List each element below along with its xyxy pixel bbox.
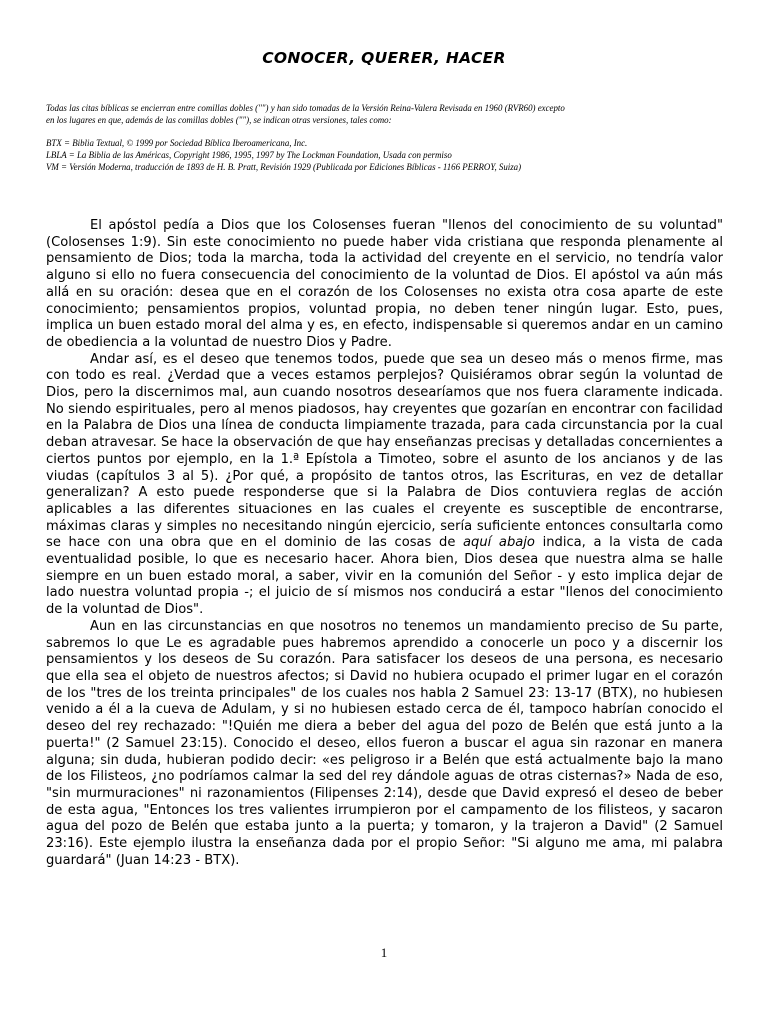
document-title: CONOCER, QUERER, HACER xyxy=(262,49,506,67)
page-number: 1 xyxy=(380,945,388,960)
paragraph-text: indica, a la vista de cada eventualidad posible, lo que es necesario hacer. Ahora bien, Dios desea que nuestra alma se halle siempre en un buen estado moral, a saber, vivir en la comunión del Señor - y esto implica dejar de lado nuestra voluntad propia -; el juicio de sí mismos nos conducirá a estar "llenos del conocimiento de la voluntad de Dios". xyxy=(46,535,723,618)
note-line: Todas las citas bíblicas se encierran entre comillas dobles ("") y han sido tomadas de la Versión Reina-Valera Revisada en 1960 (RVR60) excepto xyxy=(46,103,565,113)
note-spacer xyxy=(46,126,736,138)
body-paragraph: El apóstol pedía a Dios que los Colosenses fueran "llenos del conocimiento de su voluntad" (Colosenses 1:9). Sin este conocimiento no puede haber vida cristiana que responda plenamente al pensamiento de Dios; toda la marcha, toda la actividad del creyente en el servicio, no tendría valor alguno si ello no fuera consecuencia del conocimiento de la voluntad de Dios. El apóstol va aún más allá en su oración: desea que en el corazón de los Colosenses no exista otra cosa aparte de este conocimiento; pensamientos propios, voluntad propia, no deben tener ningún lugar. Esto, pues, implica un buen estado moral del alma y es, en efecto, indispensable si queremos andar en un camino de obediencia a la voluntad de nuestro Dios y Padre. xyxy=(46,218,723,350)
note-line: en los lugares en que, además de las comillas dobles (""), se indican otras versiones, tales como: xyxy=(46,114,392,125)
note-line: LBLA = La Biblia de las Américas, Copyright 1986, 1995, 1997 by The Lockman Foundation, Usada con permiso xyxy=(46,150,452,161)
body-paragraph xyxy=(46,352,723,619)
bible-versions-note xyxy=(46,103,736,174)
document-body xyxy=(46,218,723,869)
body-paragraph: Aun en las circunstancias en que nosotros no tenemos un mandamiento preciso de Su parte, sabremos lo que Le es agradable pues habremos aprendido a conocerle un poco y a discernir los pensamientos y los deseos de Su corazón. Para satisfacer los deseos de una persona, es necesario que ella sea el objeto de nuestros afectos; si David no hubiera ocupado el primer lugar en el corazón de los "tres de los treinta principales" de los cuales nos habla 2 Samuel 23: 13-17 (BTX), no hubiesen venido a él a la cueva de Adulam, y si no hubiesen estado cerca de él, tampoco habrían conocido el deseo del rey rechazado: "!Quién me diera a beber del agua del pozo de Belén que está junto a la puerta!" (2 Samuel 23:15). Conocido el deseo, ellos fueron a buscar el agua sin razonar en manera alguna; sin duda, hubieran podido decir: «es peligroso ir a Belén que está actualmente bajo la mano de los Filisteos, ¿no podríamos calmar la sed del rey dándole aguas de otras cisternas?» Nada de eso, "sin murmuraciones" ni razonamientos (Filipenses 2:14), desde que David expresó el deseo de beber de esta agua, "Entonces los tres valientes irrumpieron por el campamento de los filisteos, y sacaron agua del pozo de Belén que estaba junto a la puerta; y tomaron, y la trajeron a David" (2 Samuel 23:16). Este ejemplo ilustra la enseñanza dada por el propio Señor: "Si alguno me ama, mi palabra guardará" (Juan 14:23 - BTX). xyxy=(46,618,723,868)
note-line: VM = Versión Moderna, traducción de 1893 de H. B. Pratt, Revisión 1929 (Publicada por Ediciones Bíblicas - 1166 PERROY, Suiza) xyxy=(46,161,522,172)
paragraph-text: Andar así, es el deseo que tenemos todos, puede que sea un deseo más o menos firme, mas con todo es real. ¿Verdad que a veces estamos perplejos? Quisiéramos obrar según la voluntad de Dios, pero la discernimos mal, aun cuando nosotros desearíamos que nos fuera claramente indicada. No siendo espirituales, pero al menos piadosos, hay creyentes que gozarían en encontrar con facilidad en la Palabra de Dios una línea de conducta limpiamente trazada, para cada circunstancia por la cual deban atravesar. Se hace la observación de que hay enseñanzas precisas y detalladas concernientes a ciertos puntos por ejemplo, en la 1.ª Epístola a Timoteo, sobre el asunto de los ancianos y de las viudas (capítulos 3 al 5). ¿Por qué, a propósito de tantos otros, las Escrituras, en vez de detallar generalizan? A esto puede responderse que si la Palabra de Dios contuviera reglas de acción aplicables a las diferentes situaciones en las cuales el creyente es susceptible de encontrarse, máximas claras y simples no necesitando ningún ejercicio, sería suficiente entonces consultarla como se hace con una obra que en el dominio de las cosas de xyxy=(46,351,723,551)
note-line: BTX = Biblia Textual, © 1999 por Sociedad Bíblica Iberoamericana, Inc. xyxy=(46,138,308,149)
emphasis-text: aquí abajo xyxy=(463,535,535,551)
